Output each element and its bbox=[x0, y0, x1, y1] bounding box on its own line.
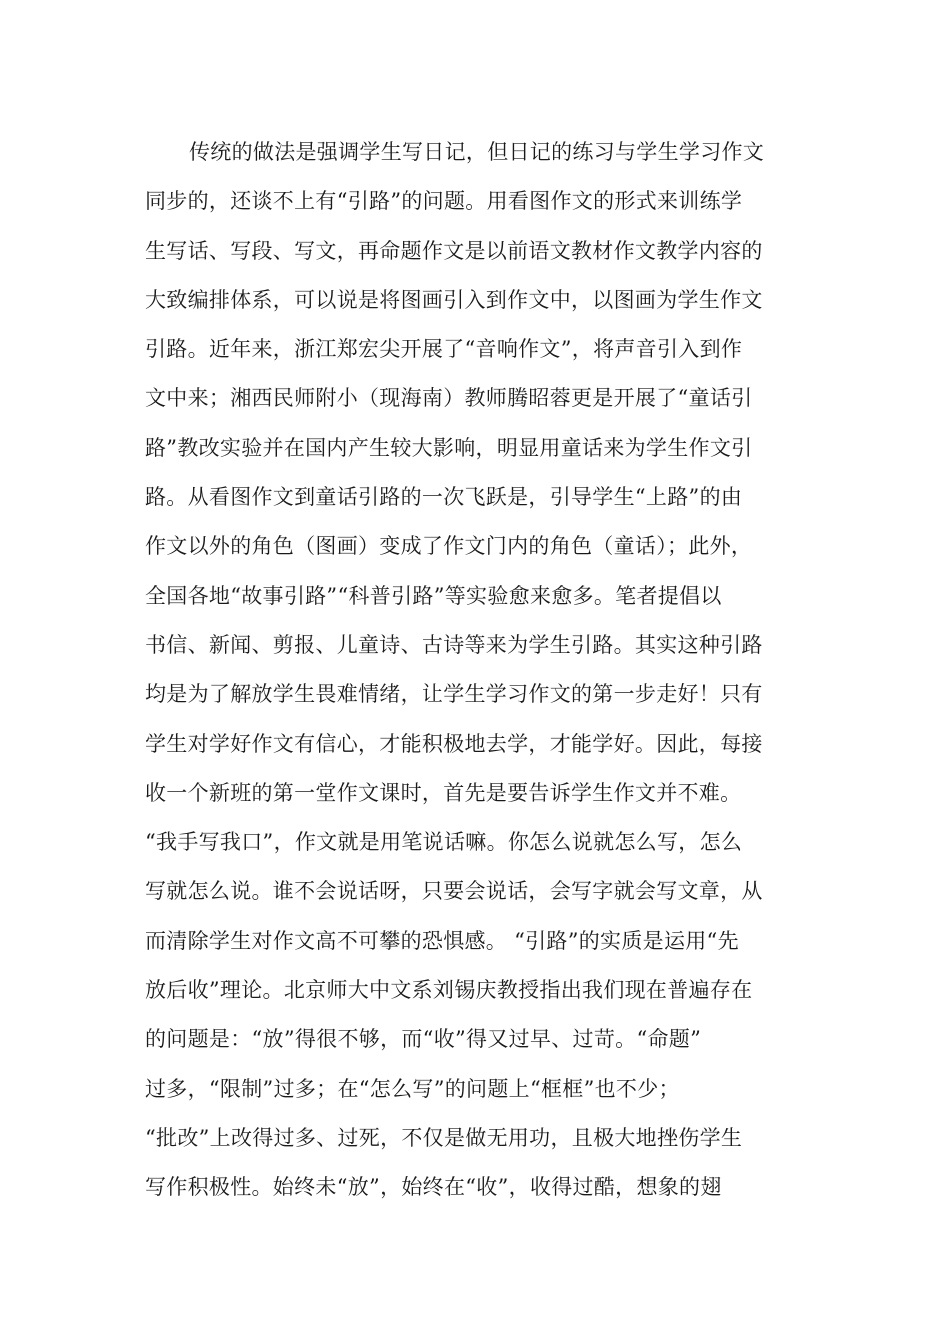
text-line: 全国各地“故事引路”“科普引路”等实验愈来愈多。笔者提倡以 bbox=[145, 583, 722, 608]
text-line: 过多，“限制”过多；在“怎么写”的问题上“框框”也不少； bbox=[145, 1076, 680, 1101]
text-line: 放后收”理论。北京师大中文系刘锡庆教授指出我们现在普遍存在 bbox=[145, 978, 753, 1003]
text-line: 均是为了解放学生畏难情绪，让学生学习作文的第一步走好！只有 bbox=[145, 682, 763, 707]
text-line: 文中来；湘西民师附小（现海南）教师腾昭蓉更是开展了“童话引 bbox=[145, 386, 753, 411]
text-line: 生写话、写段、写文，再命题作文是以前语文教材作文教学内容的 bbox=[145, 238, 763, 263]
text-line: 引路。近年来，浙江郑宏尖开展了“音响作文”，将声音引入到作 bbox=[145, 337, 743, 362]
text-line: 传统的做法是强调学生写日记，但日记的练习与学生学习作文 bbox=[189, 140, 765, 164]
text-line: 的问题是：“放”得很不够，而“收”得又过早、过苛。“命题” bbox=[145, 1027, 702, 1052]
text-line: 而清除学生对作文高不可攀的恐惧感。 “引路”的实质是运用“先 bbox=[145, 928, 739, 953]
text-line: 同步的，还谈不上有“引路”的问题。用看图作文的形式来训练学 bbox=[145, 189, 743, 214]
text-line: 书信、新闻、剪报、儿童诗、古诗等来为学生引路。其实这种引路 bbox=[145, 632, 763, 657]
text-line: 路”教改实验并在国内产生较大影响，明显用童话来为学生作文引 bbox=[145, 435, 753, 460]
body-paragraph bbox=[145, 128, 810, 1213]
text-line: 写作积极性。始终未“放”，始终在“收”，收得过酷，想象的翅 bbox=[145, 1175, 722, 1200]
text-line: 学生对学好作文有信心，才能积极地去学，才能学好。因此，每接 bbox=[145, 731, 763, 756]
text-line: 路。从看图作文到童话引路的一次飞跃是，引导学生“上路”的由 bbox=[145, 485, 743, 510]
text-line: “我手写我口”，作文就是用笔说话嘛。你怎么说就怎么写，怎么 bbox=[145, 830, 743, 855]
text-line: 大致编排体系，可以说是将图画引入到作文中，以图画为学生作文 bbox=[145, 287, 763, 312]
text-line: “批改”上改得过多、过死，不仅是做无用功，且极大地挫伤学生 bbox=[145, 1125, 743, 1150]
text-line: 收一个新班的第一堂作文课时，首先是要告诉学生作文并不难。 bbox=[145, 780, 742, 805]
text-line: 写就怎么说。谁不会说话呀，只要会说话，会写字就会写文章，从 bbox=[145, 879, 763, 904]
text-line: 作文以外的角色（图画）变成了作文门内的角色（童话）；此外， bbox=[145, 534, 753, 559]
